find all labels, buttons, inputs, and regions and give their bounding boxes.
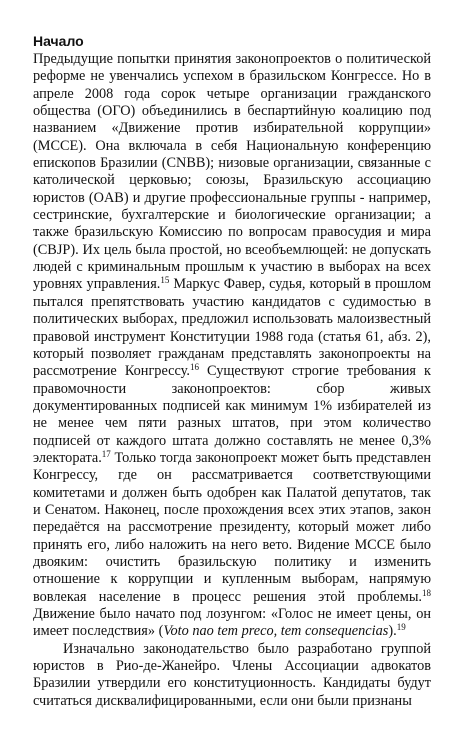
footnote-ref-19[interactable]: 19	[396, 622, 406, 633]
p1-text-5: Движение было начато под лозунгом: «Голос не имеет цены, он имеет последствия» (	[33, 606, 431, 640]
paragraph-2: Изначально законодательство было разработано группой юристов в Рио-де-Жанейро. Члены Ассоциации адвокатов Бразилии утвердили его конституционность. Кандидаты будут считаться дисквалифицированными, если они были признаны	[33, 640, 431, 709]
slogan-portuguese: Voto nao tem preco, tem consequencias	[163, 623, 389, 640]
p1-text-6: ).	[388, 623, 397, 640]
p1-text-4: Только тогда законопроект может быть представлен Конгрессу, где он рассматривается соответствующими комитетами и должен быть одобрен как Палатой депутатов, так и Сенатом. Наконец, после прохождения всех этих этапов, закон передаётся на рассмотрение президенту, который может либо принять его, либо наложить на него вето. Видение MCCE было двояким: очистить бразильскую политику и изменить отношение к коррупции и купленным выборам, напрямую вовлекая население в процесс решения этой проблемы.	[33, 449, 431, 605]
p1-text-1: Предыдущие попытки принятия законопроектов о политической реформе не увенчались успехом в бразильском Конгрессе. Но в апреле 2008 года сорок четыре организации гражданского общества (ОГО) объединились в беспартийную коалицию под названием «Движение против избирательной коррупции» (MCCE). Она включала в себя Национальную конференцию епископов Бразилии (CNBB); низовые организации, связанные с католической церковью; союзы, Бразильскую ассоциацию юристов (OAB) и другие профессиональные группы - например, сестринские, бухгалтерские и биологические организации; а также бразильскую Комиссию по вопросам правосудия и мира (CBJP). Их цель была простой, но всеобъемлющей: не допускать людей с криминальным прошлым к участию в выборах на всех уровнях управления.	[33, 51, 431, 293]
footnote-ref-16[interactable]: 16	[189, 362, 199, 373]
footnote-ref-18[interactable]: 18	[422, 587, 431, 598]
footnote-ref-17[interactable]: 17	[101, 448, 111, 459]
footnote-ref-15[interactable]: 15	[160, 275, 170, 286]
p1-text-3: Существуют строгие требования к правомочности законопроектов: сбор живых документированных подписей как минимум 1% избирателей из не менее чем пяти разных штатов, при этом количество подписей от каждого штата должно составлять не менее 0,3% электората.	[33, 363, 431, 466]
paragraph-1	[33, 51, 431, 641]
p1-text-2: Маркус Фавер, судья, который в прошлом пытался препятствовать участию кандидатов с судимостью в политических выборах, предложил использовать малоизвестный правовой инструмент Конституции 1988 года (статья 61, абз. 2), который позволяет гражданам представлять законопроекты на рассмотрение Конгрессу.	[33, 276, 431, 380]
section-heading: Начало	[33, 33, 84, 49]
